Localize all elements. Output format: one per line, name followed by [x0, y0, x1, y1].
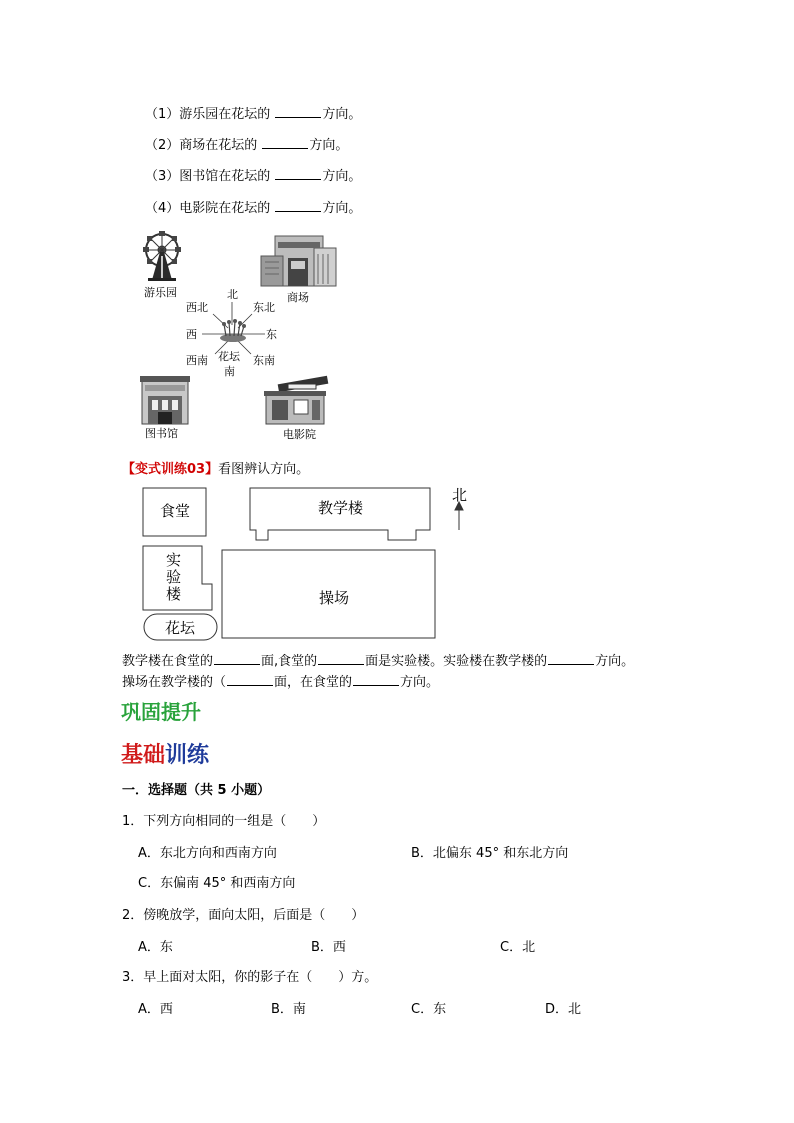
basic-title-part-a: 基础	[121, 742, 166, 768]
mc-q3-option-b[interactable]: B．南	[271, 1002, 306, 1017]
fill-2-part-b: 面，在食堂的	[274, 675, 353, 690]
dir-east: 东	[266, 329, 277, 341]
place-mall: 商场	[287, 292, 309, 304]
dir-southwest: 西南	[186, 355, 208, 367]
training-line	[122, 458, 309, 477]
compass-map-drawing	[138, 228, 338, 440]
center-flowerbed: 花坛	[218, 351, 240, 363]
mc-q3-stem: 3．早上面对太阳，你的影子在（ ）方。	[122, 970, 378, 985]
mc-q2-stem: 2．傍晚放学，面向太阳，后面是（ ）	[122, 908, 365, 923]
canteen-label: 食堂	[160, 503, 191, 520]
mc-q3-option-a[interactable]: A．西	[138, 1002, 173, 1017]
fill-line-1	[122, 650, 634, 669]
fill-blank-3[interactable]	[548, 653, 594, 665]
question-3-suffix: 方向。	[322, 169, 362, 184]
dir-north: 北	[227, 289, 238, 301]
question-4-suffix: 方向。	[322, 201, 362, 216]
mc-q2-option-b[interactable]: B．西	[311, 940, 346, 955]
answer-blank-3[interactable]	[275, 168, 321, 180]
playground-label: 操场	[319, 590, 350, 607]
mc-q3-option-d[interactable]: D．北	[545, 1002, 582, 1017]
flowerbed-label: 花坛	[165, 620, 196, 637]
answer-blank-4[interactable]	[275, 200, 321, 212]
dir-south: 南	[224, 366, 235, 378]
question-1-suffix: 方向。	[322, 107, 362, 122]
question-3-text: （3）图书馆在花坛的	[145, 169, 271, 184]
fill-1-part-b: 面,食堂的	[261, 654, 318, 669]
place-cinema: 电影院	[283, 429, 316, 440]
fill-1-part-d: 方向。	[595, 654, 635, 669]
place-library: 图书馆	[145, 428, 178, 440]
north-label: 北	[452, 487, 468, 504]
training-text: 看图辨认方向。	[218, 462, 310, 477]
mc-q1-option-a[interactable]: A．东北方向和西南方向	[138, 846, 277, 861]
question-2-suffix: 方向。	[309, 138, 349, 153]
school-map	[138, 484, 476, 644]
fill-blank-5[interactable]	[353, 674, 399, 686]
fill-1-part-a: 教学楼在食堂的	[122, 654, 214, 669]
lab-label-3: 楼	[166, 586, 182, 603]
training-tag: 【变式训练03】	[122, 462, 219, 477]
place-park: 游乐园	[144, 287, 177, 299]
fill-2-part-a: 操场在教学楼的（	[122, 675, 227, 690]
fill-blank-2[interactable]	[318, 653, 364, 665]
fill-line-2	[122, 671, 439, 690]
question-4	[145, 197, 361, 216]
basic-training-title	[121, 738, 209, 769]
mc-q2-option-a[interactable]: A．东	[138, 940, 173, 955]
question-4-text: （4）电影院在花坛的	[145, 201, 271, 216]
fill-blank-1[interactable]	[214, 653, 260, 665]
answer-blank-1[interactable]	[275, 106, 321, 118]
dir-northeast: 东北	[253, 302, 275, 314]
consolidate-title: 巩固提升	[121, 700, 201, 724]
teaching-building-label: 教学楼	[318, 500, 364, 517]
compass-map	[138, 228, 338, 440]
flowerbed-icon	[220, 319, 246, 342]
cinema-building-icon	[264, 376, 328, 424]
school-map-drawing	[138, 484, 476, 644]
mc-q3-option-c[interactable]: C．东	[411, 1002, 447, 1017]
lab-label-2: 验	[166, 569, 182, 586]
dir-southeast: 东南	[253, 355, 275, 367]
basic-title-part-b: 训练	[165, 742, 210, 768]
lab-label-1: 实	[166, 552, 182, 569]
mc-q1-stem: 1．下列方向相同的一组是（ ）	[122, 814, 326, 829]
question-1	[145, 103, 361, 122]
fill-2-part-c: 方向。	[400, 675, 440, 690]
ferris-wheel-icon	[143, 231, 181, 281]
answer-blank-2[interactable]	[262, 137, 308, 149]
mc-heading: 一．选择题（共 5 小题）	[122, 783, 271, 798]
mc-q1-option-b[interactable]: B．北偏东 45° 和东北方向	[411, 846, 569, 861]
fill-blank-4[interactable]	[227, 674, 273, 686]
mc-q1-option-c[interactable]: C．东偏南 45° 和西南方向	[138, 876, 296, 891]
question-3	[145, 165, 361, 184]
fill-1-part-c: 面是实验楼。实验楼在教学楼的	[365, 654, 548, 669]
library-building-icon	[140, 376, 190, 424]
question-2-text: （2）商场在花坛的	[145, 138, 258, 153]
dir-northwest: 西北	[186, 302, 208, 314]
dir-west: 西	[186, 329, 197, 341]
mc-q2-option-c[interactable]: C．北	[500, 940, 536, 955]
question-1-text: （1）游乐园在花坛的	[145, 107, 271, 122]
question-2	[145, 134, 348, 153]
mall-building-icon	[261, 236, 336, 286]
